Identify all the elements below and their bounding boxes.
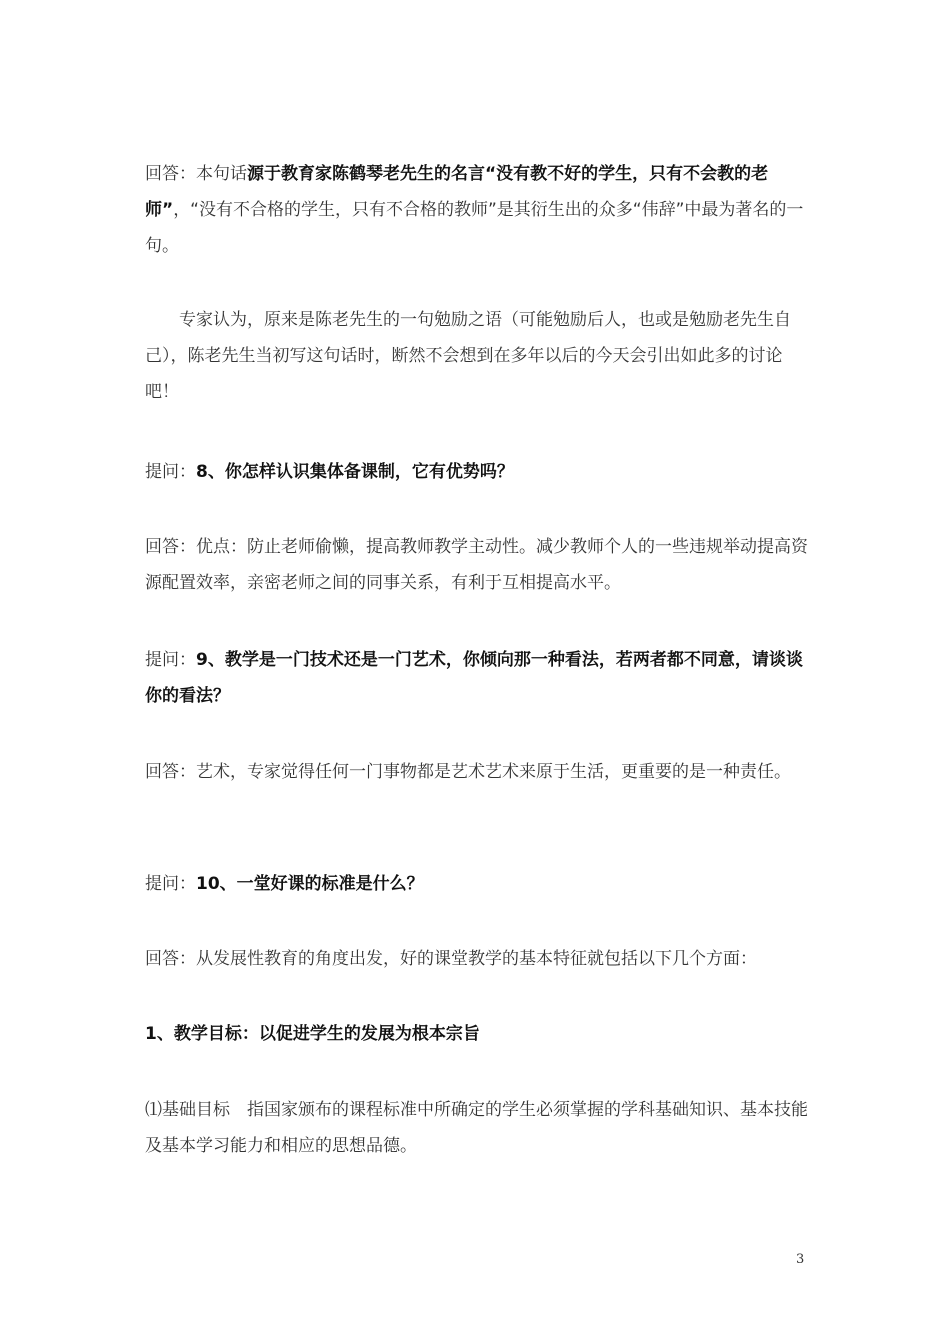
expert-text: 专家认为，原来是陈老先生的一句勉励之语（可能勉励后人，也或是勉励老先生自己），陈老先生当初写这句话时，断然不会想到在多年以后的今天会引出如此多的讨论吧！: [145, 310, 791, 402]
question-9: [145, 642, 810, 714]
question-label: 提问：: [145, 874, 196, 894]
answer-paragraph-8: [145, 529, 810, 601]
expert-paragraph: [145, 302, 810, 410]
page-number: 3: [796, 1252, 805, 1267]
quote-bold-text: 源于教育家陈鹤琴老先生的名言“没有教不好的学生，只有不会教的老师”: [145, 164, 769, 220]
question-text: 9、教学是一门技术还是一门艺术，你倾向那一种看法，若两者都不同意，请谈谈你的看法？: [145, 650, 803, 706]
answer-text: ，“没有不合格的学生，只有不合格的教师”是其衍生出的众多“伟辞”中最为著名的一句。: [145, 200, 804, 256]
answer-paragraph-9: [145, 754, 810, 790]
question-text: 10、一堂好课的标准是什么？: [196, 874, 424, 894]
question-label: 提问：: [145, 462, 196, 482]
question-text: 8、你怎样认识集体备课制，它有优势吗？: [196, 462, 514, 482]
answer-text: 回答：从发展性教育的角度出发，好的课堂教学的基本特征就包括以下几个方面：: [145, 949, 757, 969]
section-heading-1: [145, 1016, 810, 1052]
question-8: [145, 454, 810, 490]
answer-paragraph-10: [145, 941, 825, 977]
question-10: [145, 866, 810, 902]
question-label: 提问：: [145, 650, 196, 670]
answer-paragraph-1: [145, 156, 810, 264]
answer-label: 回答：本句话: [145, 164, 247, 184]
answer-text: 回答：艺术，专家觉得任何一门事物都是艺术艺术来原于生活，更重要的是一种责任。: [145, 762, 791, 782]
answer-text: 回答：优点：防止老师偷懒，提高教师教学主动性。减少教师个人的一些违规举动提高资源配置效率，亲密老师之间的同事关系，有利于互相提高水平。: [145, 537, 808, 593]
section-heading-text: 1、教学目标：以促进学生的发展为根本宗旨: [145, 1024, 480, 1044]
basic-goal-text: ⑴基础目标 指国家颁布的课程标准中所确定的学生必须掌握的学科基础知识、基本技能及基本学习能力和相应的思想品德。: [145, 1100, 808, 1156]
basic-goal-paragraph: [145, 1092, 810, 1164]
